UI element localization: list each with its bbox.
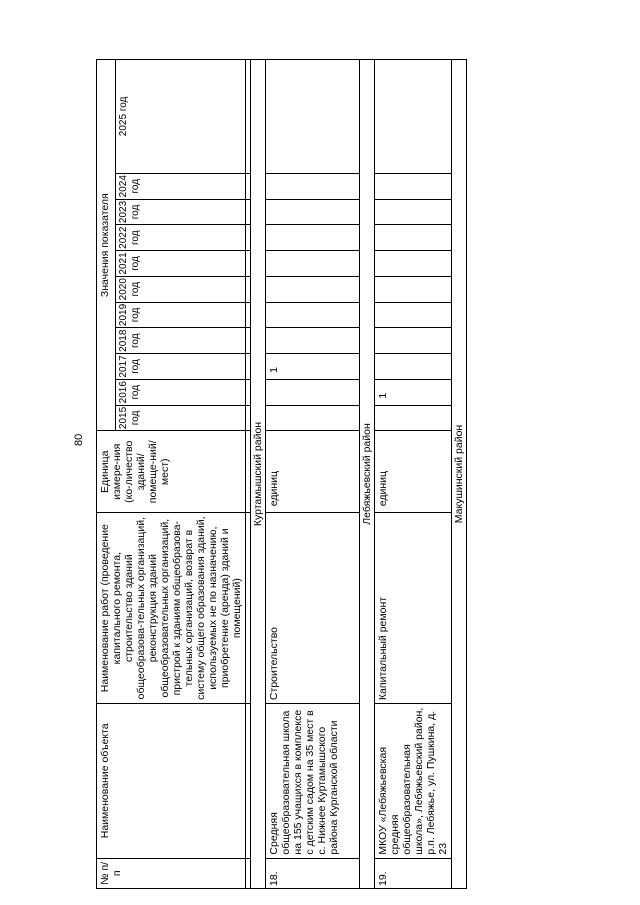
header-year: 2020 год [116, 276, 246, 302]
row-value [266, 225, 360, 251]
header-year: 2018 год [116, 328, 246, 354]
row-work: Капитальный ремонт [375, 513, 452, 704]
row-value [375, 225, 452, 251]
row-unit: единиц [266, 431, 360, 513]
header-works: Наименование работ (проведение капитального ремонта, строительство зданий общеобразова-тельных организаций, реконструкция зданий общеобразовательных организаций, пристрой к зданиям общеобразова-тельных организаций, возврат в систему общего образования зданий, используемых не по назначению, приобретение (аренда) зданий и помещений) [97, 513, 246, 704]
row-value [266, 276, 360, 302]
row-value [266, 60, 360, 174]
header-year: 2021 год [116, 251, 246, 277]
header-year: 2015 год [116, 405, 246, 431]
row-value [375, 173, 452, 199]
row-value [375, 328, 452, 354]
row-value [375, 276, 452, 302]
header-unit: Единица измере-ния (ко-личество зданий/ помеще-ний/мест) [97, 431, 246, 513]
section-title: Макушинский район [452, 60, 467, 889]
header-year: 2024 год [116, 173, 246, 199]
row-value [266, 328, 360, 354]
header-year: 2022 год [116, 225, 246, 251]
row-num: 19. [375, 858, 452, 888]
section-header-row [452, 60, 467, 889]
header-values-group: Значения показателя [97, 60, 116, 431]
indicator-table [96, 59, 467, 889]
section-title: Куртамышский район [251, 60, 266, 889]
row-value [375, 199, 452, 225]
section-title: Лебяжьевский район [360, 60, 375, 889]
row-object: Средняя общеобразовательная школа на 155 учащихся в комплексе с детским садом на 35 мест в с. Нижнее Куртамышского района Курганской области [266, 704, 360, 859]
row-value [375, 60, 452, 174]
table-row [266, 60, 360, 889]
section-header-row [360, 60, 375, 889]
row-value [266, 302, 360, 328]
row-value: 1 [266, 354, 360, 380]
header-year: 2025 год [116, 60, 246, 174]
row-value [375, 302, 452, 328]
header-num: № п/п [97, 858, 246, 888]
page-number: 80 [73, 433, 85, 446]
row-work: Строительство [266, 513, 360, 704]
header-year: 2016 год [116, 379, 246, 405]
row-value [375, 354, 452, 380]
row-value [266, 199, 360, 225]
table-row [375, 60, 452, 889]
row-unit: единиц [375, 431, 452, 513]
row-value [266, 379, 360, 405]
header-year: 2017 год [116, 354, 246, 380]
section-header-row [251, 60, 266, 889]
row-value [266, 173, 360, 199]
row-value [266, 251, 360, 277]
row-num: 18. [266, 858, 360, 888]
header-year: 2023 год [116, 199, 246, 225]
row-value [375, 405, 452, 431]
row-value [266, 405, 360, 431]
row-value [375, 251, 452, 277]
rotated-page-content [96, 59, 614, 889]
row-object: МКОУ «Лебяжьевская средняя общеобразовательная школа», Лебяжьевский район, р.п. Лебяжье, ул. Пушкина, д. 23 [375, 704, 452, 859]
header-year: 2019 год [116, 302, 246, 328]
header-object: Наименование объекта [97, 704, 246, 859]
row-value: 1 [375, 379, 452, 405]
